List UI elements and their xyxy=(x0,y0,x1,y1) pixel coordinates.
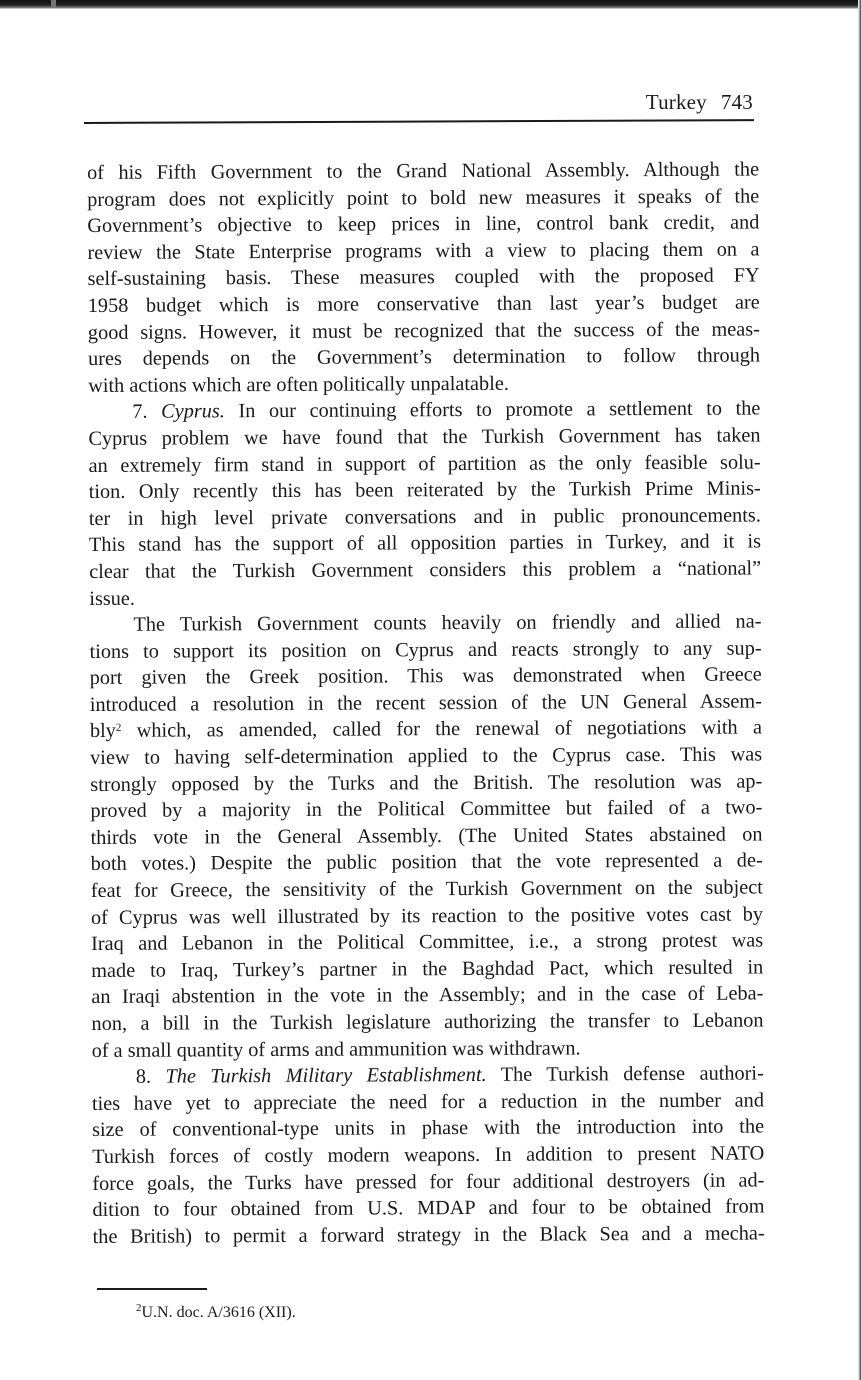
text-run: bly xyxy=(89,720,116,743)
text-line: clear that the Turkish Government considers this problem a “national” xyxy=(89,557,762,583)
text-line: Cyprus problem we have found that the Turkish Government has taken xyxy=(88,424,761,450)
text-line: strongly opposed by the Turks and the British. The resolution was ap- xyxy=(90,770,763,796)
text-line: tion. Only recently this has been reiterated by the Turkish Prime Minis- xyxy=(88,477,761,504)
footnote-text: U.N. doc. A/3616 (XII). xyxy=(141,1304,296,1321)
footnote xyxy=(136,1304,296,1322)
paragraph-number: 7. xyxy=(132,401,148,424)
text-line: proved by a majority in the Political Committee but failed of a two- xyxy=(90,796,763,823)
paragraph-cyprus xyxy=(88,396,761,612)
text-line: of Cyprus was well illustrated by its reaction to the positive votes cast by xyxy=(90,903,764,929)
text-line xyxy=(88,396,760,426)
page-number: 743 xyxy=(720,90,753,114)
text-line: feat for Greece, the sensitivity of the Turkish Government on the subject xyxy=(90,876,763,903)
text-line: Government’s objective to keep prices in line, control bank credit, and xyxy=(87,211,760,238)
text-line: tions to support its position on Cyprus and reacts strongly to any sup- xyxy=(89,637,762,663)
text-line: thirds vote in the General Assembly. (The United States abstained on xyxy=(90,823,763,849)
footnote-marker: 2 xyxy=(136,1302,142,1314)
running-title: Turkey xyxy=(645,90,707,114)
running-head xyxy=(646,90,753,115)
footnote-rule xyxy=(97,1288,207,1290)
paragraph-military xyxy=(92,1061,765,1251)
text-line: program does not explicitly point to bold new measures it speaks of the xyxy=(87,185,760,211)
text-line: Turkish forces of costly modern weapons. In addition to present NATO xyxy=(92,1142,765,1168)
text-line: an Iraqi abstention in the vote in the Assembly; and in the case of Leba- xyxy=(91,982,764,1009)
body-text xyxy=(87,156,765,1250)
text-run: The Turkish defense authori- xyxy=(500,1062,764,1087)
text-run: which, as amended, called for the renewal of negotiations with a xyxy=(121,716,763,743)
text-line: ties have yet to appreciate the need for a reduction in the number and xyxy=(91,1089,764,1115)
text-line: of his Fifth Government to the Grand National Assembly. Although the xyxy=(87,158,760,184)
text-line: self-sustaining basis. These measures coupled with the proposed FY xyxy=(87,264,760,291)
text-line xyxy=(92,1061,764,1091)
scan-edge-gap xyxy=(51,0,56,7)
text-line: dition to four obtained from U.S. MDAP and four to be obtained from xyxy=(92,1195,765,1222)
paragraph-heading: The Turkish Military Establishment. xyxy=(165,1064,487,1088)
text-line xyxy=(90,715,762,745)
text-line: of a small quantity of arms and ammunition was withdrawn. xyxy=(91,1037,581,1062)
text-line: size of conventional-type units in phase with the introduction into the xyxy=(92,1115,765,1142)
text-line: issue. xyxy=(89,587,135,610)
text-line: This stand has the support of all opposition parties in Turkey, and it is xyxy=(88,530,762,557)
footnote-reference: 2 xyxy=(115,722,122,735)
scan-edge-top xyxy=(0,0,861,9)
text-line: force goals, the Turks have pressed for four additional destroyers (in ad- xyxy=(92,1169,765,1195)
text-run: In our continuing efforts to promote a settlement to the xyxy=(238,397,761,423)
text-line: an extremely firm stand in support of partition as the only feasible solu- xyxy=(88,451,761,477)
paragraph-heading: Cyprus. xyxy=(161,400,225,423)
text-line: with actions which are often politically unpalatable. xyxy=(88,372,509,397)
text-line: Iraq and Lebanon in the Political Committee, i.e., a strong protest was xyxy=(91,929,764,956)
text-line: 1958 budget which is more conservative than last year’s budget are xyxy=(87,291,760,317)
text-line: introduced a resolution in the recent session of the UN General Assem- xyxy=(89,690,762,716)
paragraph-un-resolution xyxy=(89,609,763,1065)
text-line: the British) to permit a forward strategy in the Black Sea and a mecha- xyxy=(92,1222,765,1248)
text-line: non, a bill in the Turkish legislature authorizing the transfer to Lebanon xyxy=(91,1009,764,1035)
paragraph-continued xyxy=(87,156,760,399)
text-line: ter in high level private conversations and in public pronouncements. xyxy=(88,504,761,530)
text-line: good signs. However, it must be recognized that the success of the meas- xyxy=(87,318,760,344)
text-line: view to having self-determination applied to the Cyprus case. This was xyxy=(90,743,763,770)
text-line: made to Iraq, Turkey’s partner in the Baghdad Pact, which resulted in xyxy=(91,956,764,982)
paragraph-number: 8. xyxy=(135,1065,152,1088)
text-line: port given the Greek position. This was demonstrated when Greece xyxy=(89,663,762,690)
text-line: ures depends on the Government’s determination to follow through xyxy=(87,344,761,371)
text-line: The Turkish Government counts heavily on friendly and allied na- xyxy=(133,610,762,636)
text-line: review the State Enterprise programs with a view to placing them on a xyxy=(87,238,760,264)
text-line: both votes.) Despite the public position that the vote represented a de- xyxy=(90,849,763,876)
